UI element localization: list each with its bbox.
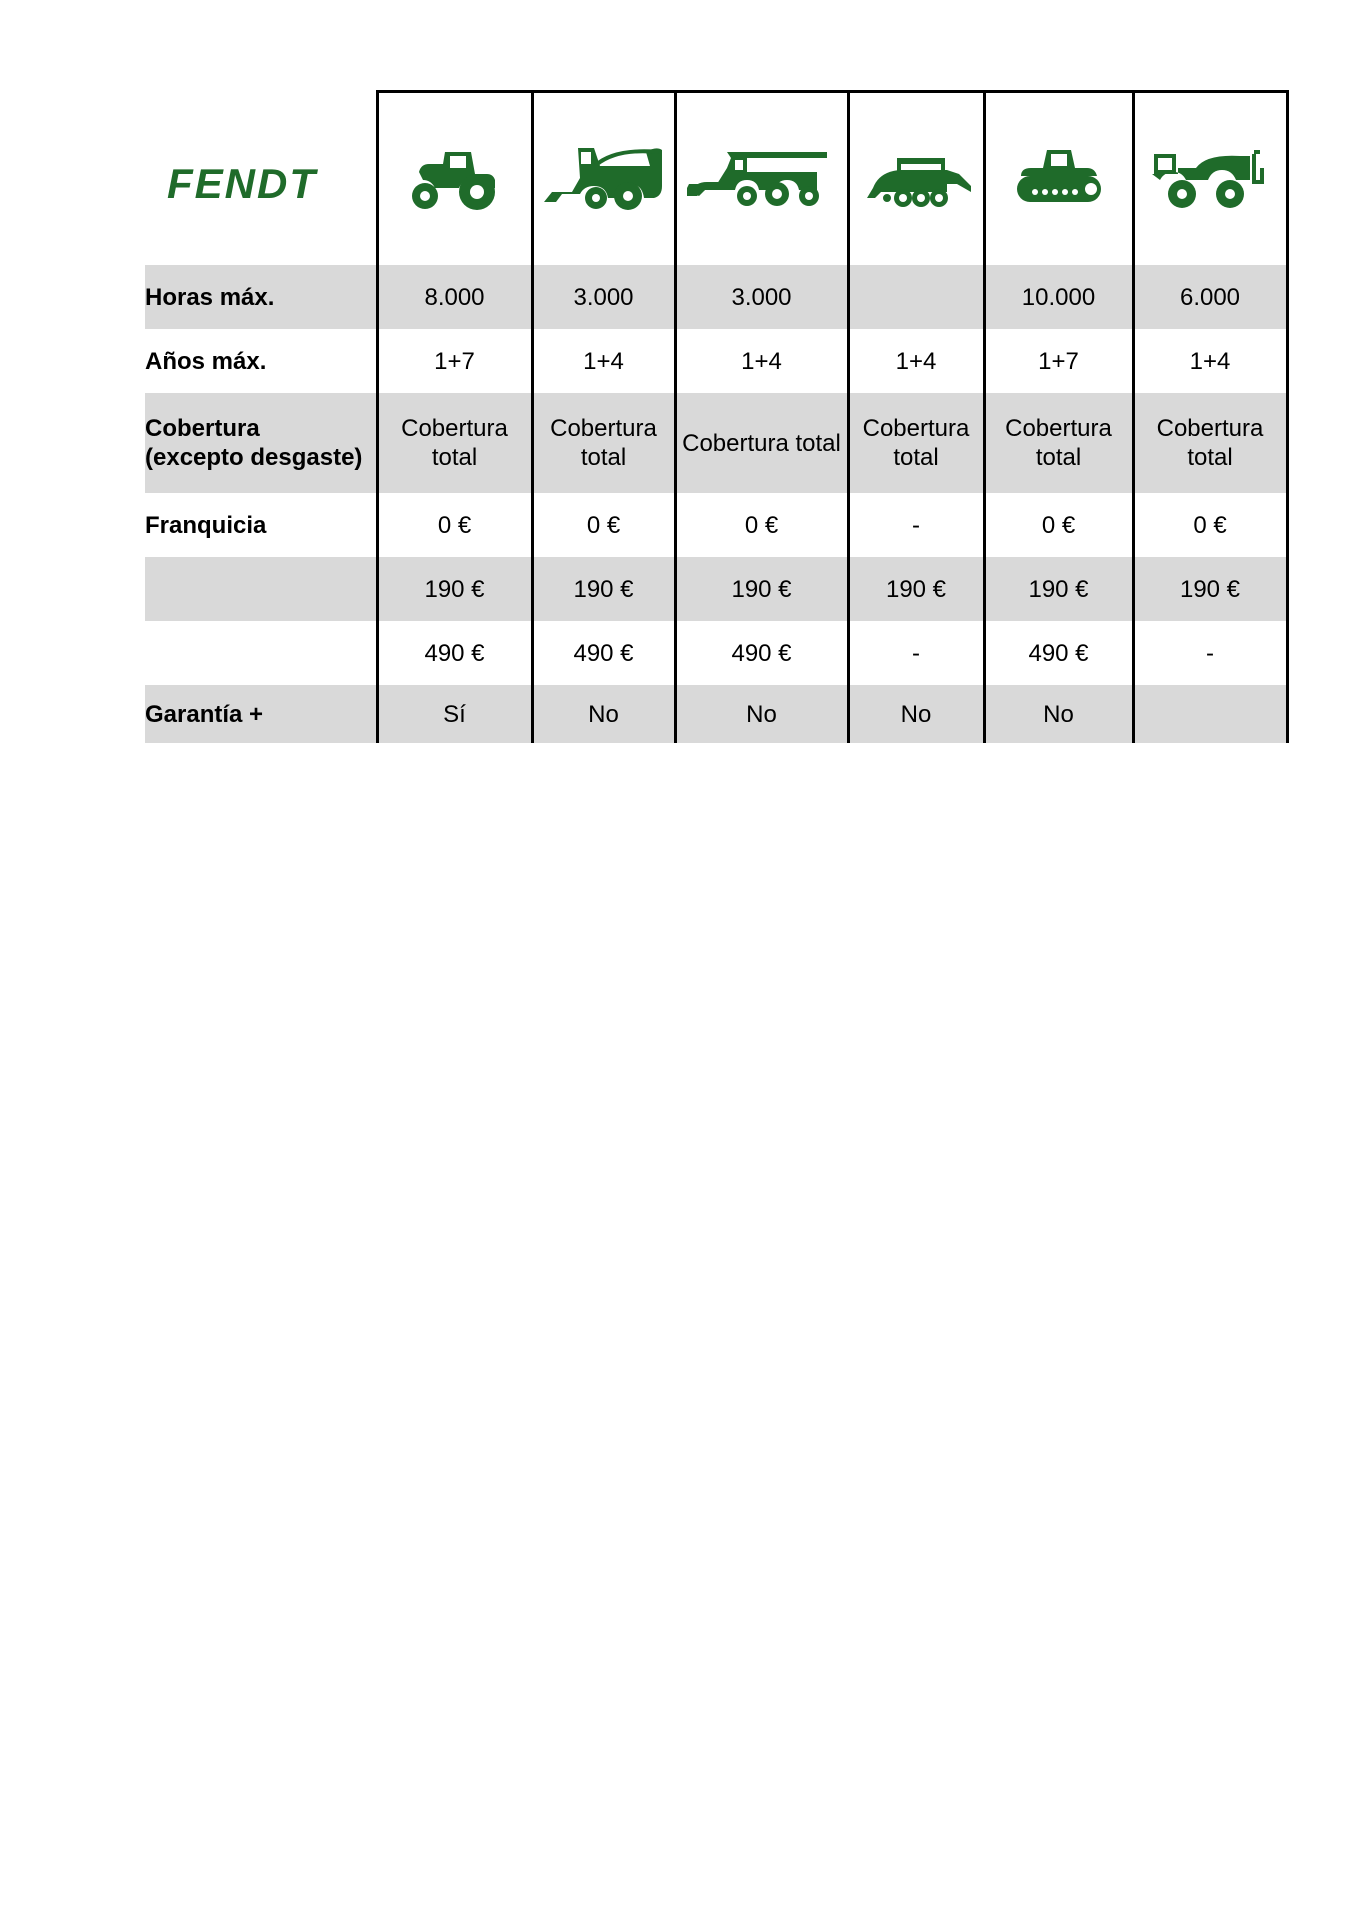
logo-cell [145,92,377,266]
row-anos [145,329,1287,393]
row-franquicia-490 [145,621,1287,685]
cell [377,393,532,493]
cell: - [1133,621,1287,685]
row-label-empty [145,557,377,621]
row-label-franquicia: Franquicia [145,511,267,539]
svg-text:FENDT: FENDT [167,160,317,205]
cell: 190 € [1133,557,1287,621]
cell: 190 € [377,557,532,621]
combine-harvester-icon [687,144,837,214]
cell-line: Cobertura [401,415,508,442]
cell: Sí [377,685,532,743]
tractor-icon [405,144,505,214]
cell [1133,685,1287,743]
cell: 490 € [675,621,848,685]
warranty-table-sheet [145,90,1289,743]
cell: 0 € [675,493,848,557]
row-franquicia [145,493,1287,557]
cell [532,393,675,493]
cell: 3.000 [532,265,675,329]
cell-line: total [1035,444,1082,471]
cell: 1+4 [675,329,848,393]
header-row [145,92,1287,266]
cell: 1+4 [848,329,984,393]
cell-line: total [1187,444,1233,471]
cell: 0 € [532,493,675,557]
machine-col-6 [1133,92,1287,266]
cell: 490 € [532,621,675,685]
cell [1133,393,1287,493]
cell: 0 € [984,493,1133,557]
cell: No [532,685,675,743]
row-label-anos: Años máx. [145,347,267,375]
cell-line: Cobertura [1005,415,1112,442]
cell: 190 € [848,557,984,621]
cell-line: Cobertura total [682,429,841,457]
tracked-tractor-icon [1011,144,1107,214]
cell-line: total [431,444,478,471]
cell: 490 € [984,621,1133,685]
machine-col-3 [675,92,848,266]
cell-line: Cobertura [1156,415,1264,442]
cell: 10.000 [984,265,1133,329]
cell-line: Cobertura [550,415,657,442]
row-cobertura [145,393,1287,493]
row-franquicia-190 [145,557,1287,621]
cell-line: total [580,444,627,471]
cell [675,393,848,493]
cell-line: total [893,444,939,471]
cell [848,265,984,329]
cell: 3.000 [675,265,848,329]
cell: 1+4 [1133,329,1287,393]
forage-harvester-icon [540,144,668,214]
row-label-garantia: Garantía + [145,685,377,743]
cell: 490 € [377,621,532,685]
row-label-cobertura [145,393,377,493]
row-garantia [145,685,1287,743]
cell: No [984,685,1133,743]
cell: 190 € [675,557,848,621]
cell: 190 € [532,557,675,621]
sprayer-icon [1148,144,1272,214]
cell: 1+7 [377,329,532,393]
machine-col-2 [532,92,675,266]
row-label-horas: Horas máx. [145,265,377,329]
cell: 6.000 [1133,265,1287,329]
cell: - [848,493,984,557]
warranty-comparison-table [145,90,1289,743]
cell [848,393,984,493]
cell: 1+7 [984,329,1133,393]
cell: - [848,621,984,685]
row-label-line: (excepto desgaste) [145,444,363,471]
row-label-line: Cobertura [145,415,260,442]
cell: 0 € [377,493,532,557]
baler-icon [859,144,973,214]
cell: 8.000 [377,265,532,329]
cell-line: Cobertura [862,415,970,442]
cell: No [675,685,848,743]
machine-col-5 [984,92,1133,266]
cell: No [848,685,984,743]
cell: 0 € [1133,493,1287,557]
row-label-empty [145,621,377,685]
cell: 190 € [984,557,1133,621]
fendt-logo [165,160,365,204]
machine-col-1 [377,92,532,266]
row-horas [145,265,1287,329]
machine-col-4 [848,92,984,266]
cell [984,393,1133,493]
cell: 1+4 [532,329,675,393]
